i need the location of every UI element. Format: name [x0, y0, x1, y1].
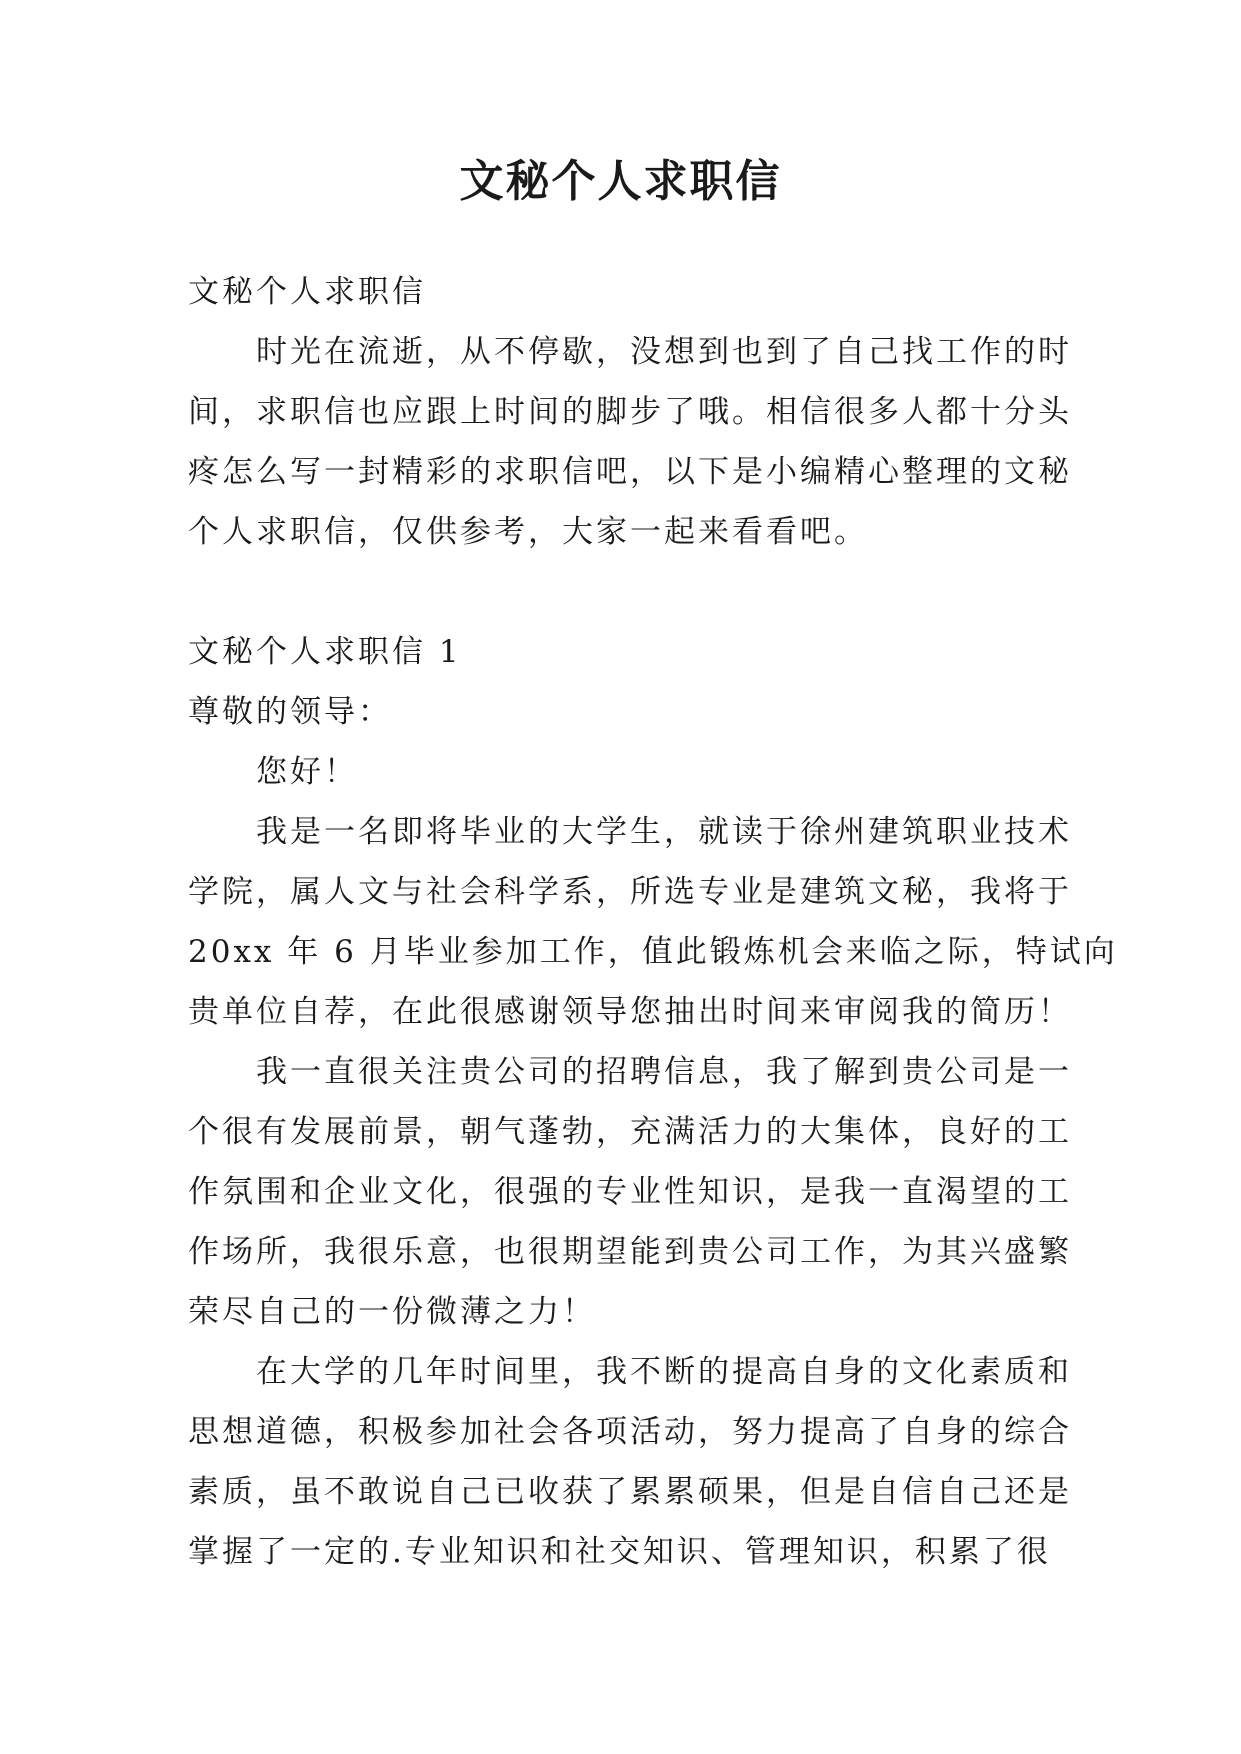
- paragraph-1-line: 学院，属人文与社会科学系，所选专业是建筑文秘，我将于: [188, 874, 1072, 910]
- paragraph-1-line: 我是一名即将毕业的大学生，就读于徐州建筑职业技术: [256, 814, 1072, 850]
- paragraph-2-line: 作场所，我很乐意，也很期望能到贵公司工作，为其兴盛繁: [188, 1234, 1072, 1270]
- paragraph-3-line: 思想道德，积极参加社会各项活动，努力提高了自身的综合: [188, 1414, 1072, 1450]
- paragraph-2-line: 个很有发展前景，朝气蓬勃，充满活力的大集体，良好的工: [188, 1114, 1072, 1150]
- paragraph-3-line: 掌握了一定的.专业知识和社交知识、管理知识，积累了很: [188, 1534, 1051, 1570]
- paragraph-2-line: 作氛围和企业文化，很强的专业性知识，是我一直渴望的工: [188, 1174, 1072, 1210]
- intro-line: 个人求职信，仅供参考，大家一起来看看吧。: [188, 514, 868, 550]
- section-heading: 文秘个人求职信 1: [188, 634, 462, 670]
- intro-line: 时光在流逝，从不停歇，没想到也到了自己找工作的时: [256, 334, 1072, 370]
- intro-heading: 文秘个人求职信: [188, 274, 426, 310]
- paragraph-gap: [188, 562, 1060, 622]
- paragraph-1-line: 贵单位自荐，在此很感谢领导您抽出时间来审阅我的简历！: [188, 994, 1072, 1030]
- intro-line: 疼怎么写一封精彩的求职信吧，以下是小编精心整理的文秘: [188, 454, 1072, 490]
- paragraph-2-line: 荣尽自己的一份微薄之力！: [188, 1294, 596, 1330]
- document-body: [188, 262, 1118, 1582]
- paragraph-3-line: 素质，虽不敢说自己已收获了累累硕果，但是自信自己还是: [188, 1474, 1072, 1510]
- document-title: 文秘个人求职信: [459, 156, 782, 207]
- paragraph-3-line: 在大学的几年时间里，我不断的提高自身的文化素质和: [256, 1354, 1072, 1390]
- salutation: 尊敬的领导：: [188, 694, 392, 730]
- paragraph-2-line: 我一直很关注贵公司的招聘信息，我了解到贵公司是一: [256, 1054, 1072, 1090]
- intro-line: 间，求职信也应跟上时间的脚步了哦。相信很多人都十分头: [188, 394, 1072, 430]
- paragraph-1-line: 20xx 年 6 月毕业参加工作，值此锻炼机会来临之际，特试向: [188, 934, 1118, 970]
- greeting: 您好！: [256, 754, 358, 790]
